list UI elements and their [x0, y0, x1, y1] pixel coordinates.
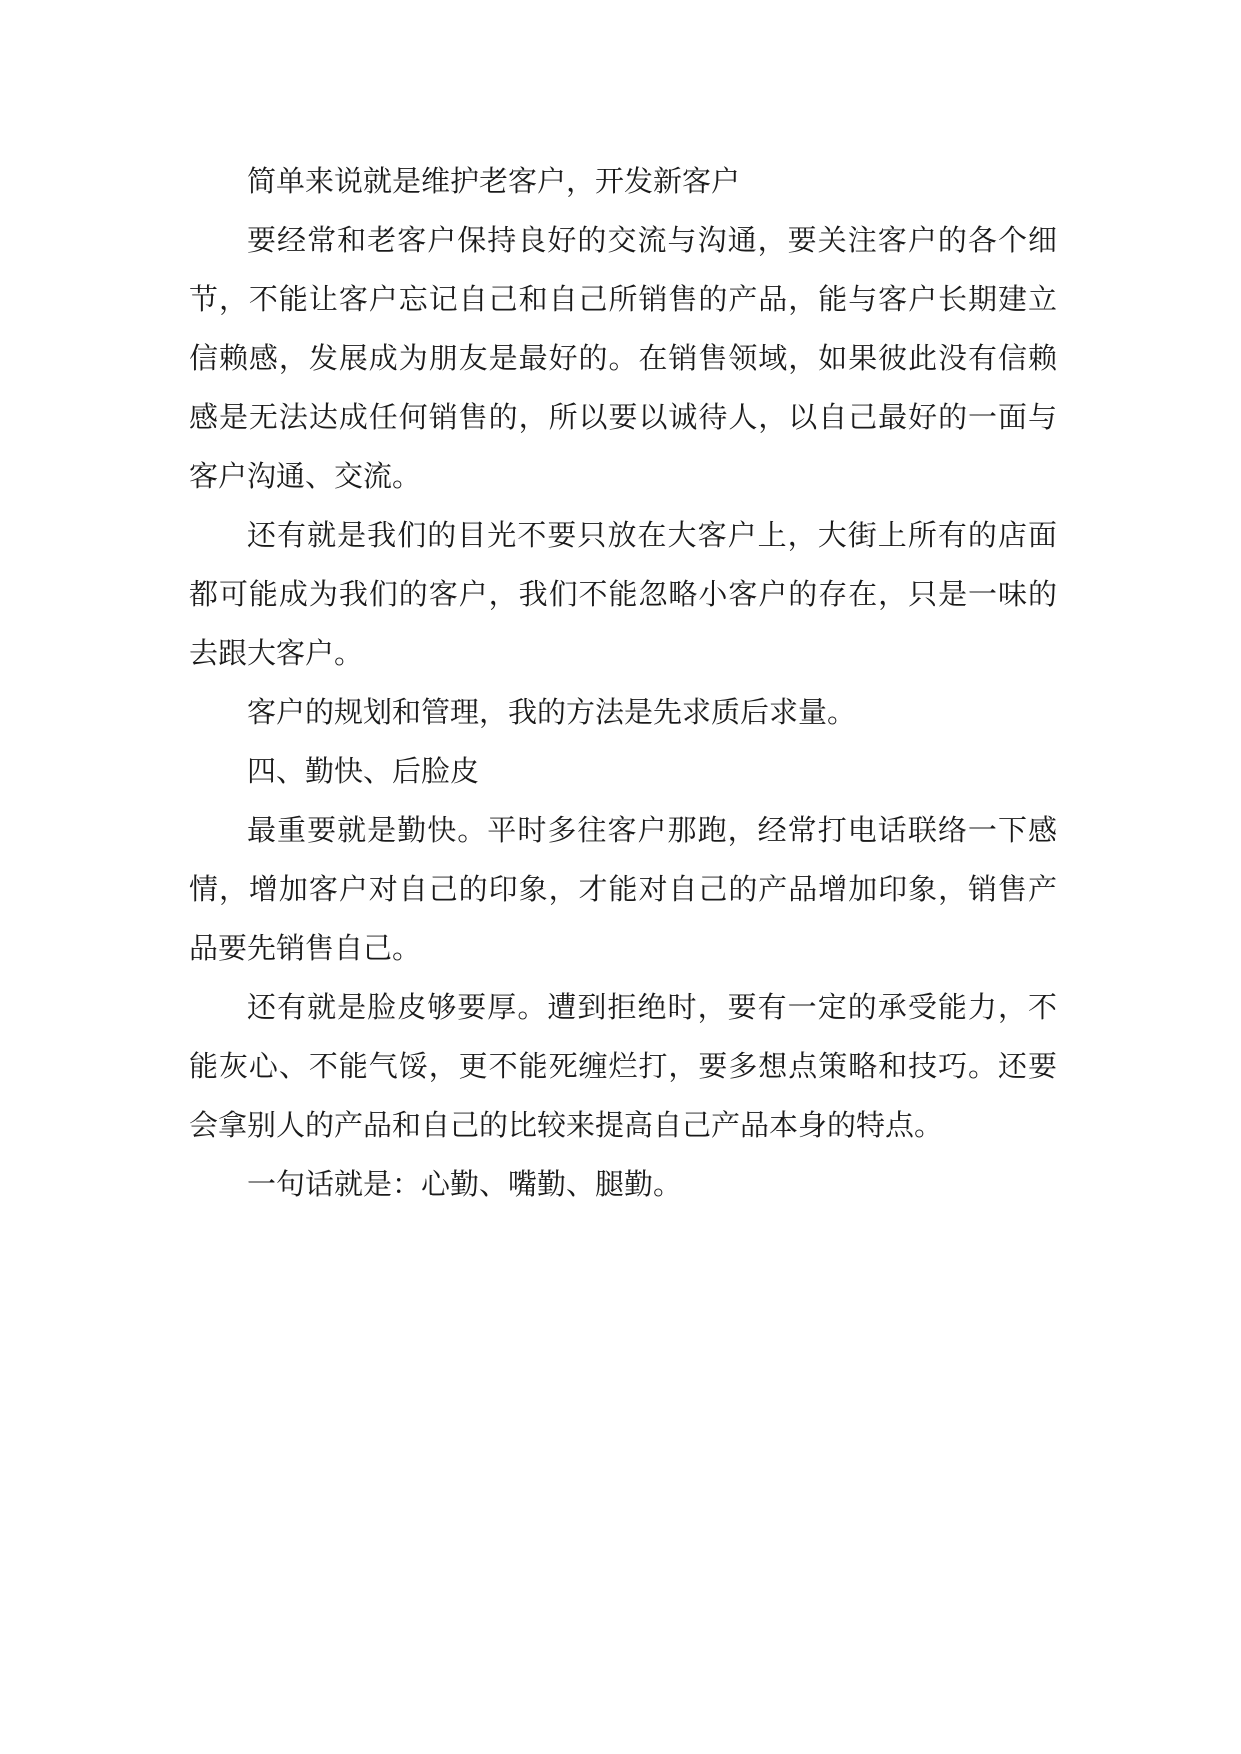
paragraph-6: 还有就是脸皮够要厚。遭到拒绝时，要有一定的承受能力，不能灰心、不能气馁，更不能死缠烂打，要多想点策略和技巧。还要会拿别人的产品和自己的比较来提高自己产品本身的特点。	[189, 990, 1057, 1142]
paragraph-3: 还有就是我们的目光不要只放在大客户上，大街上所有的店面都可能成为我们的客户，我们不能忽略小客户的存在，只是一味的去跟大客户。	[189, 518, 1057, 670]
paragraph-4: 客户的规划和管理，我的方法是先求质后求量。	[247, 695, 857, 729]
document-body	[189, 152, 1057, 1214]
paragraph-2: 要经常和老客户保持良好的交流与沟通，要关注客户的各个细节，不能让客户忘记自己和自己所销售的产品，能与客户长期建立信赖感，发展成为朋友是最好的。在销售领域，如果彼此没有信赖感是无法达成任何销售的，所以要以诚待人，以自己最好的一面与客户沟通、交流。	[189, 223, 1057, 493]
paragraph-5: 最重要就是勤快。平时多往客户那跑，经常打电话联络一下感情，增加客户对自己的印象，才能对自己的产品增加印象，销售产品要先销售自己。	[189, 813, 1057, 965]
section-heading: 四、勤快、后脸皮	[247, 754, 480, 788]
paragraph-1: 简单来说就是维护老客户，开发新客户	[247, 164, 741, 198]
paragraph-7: 一句话就是：心勤、嘴勤、腿勤。	[247, 1167, 683, 1201]
